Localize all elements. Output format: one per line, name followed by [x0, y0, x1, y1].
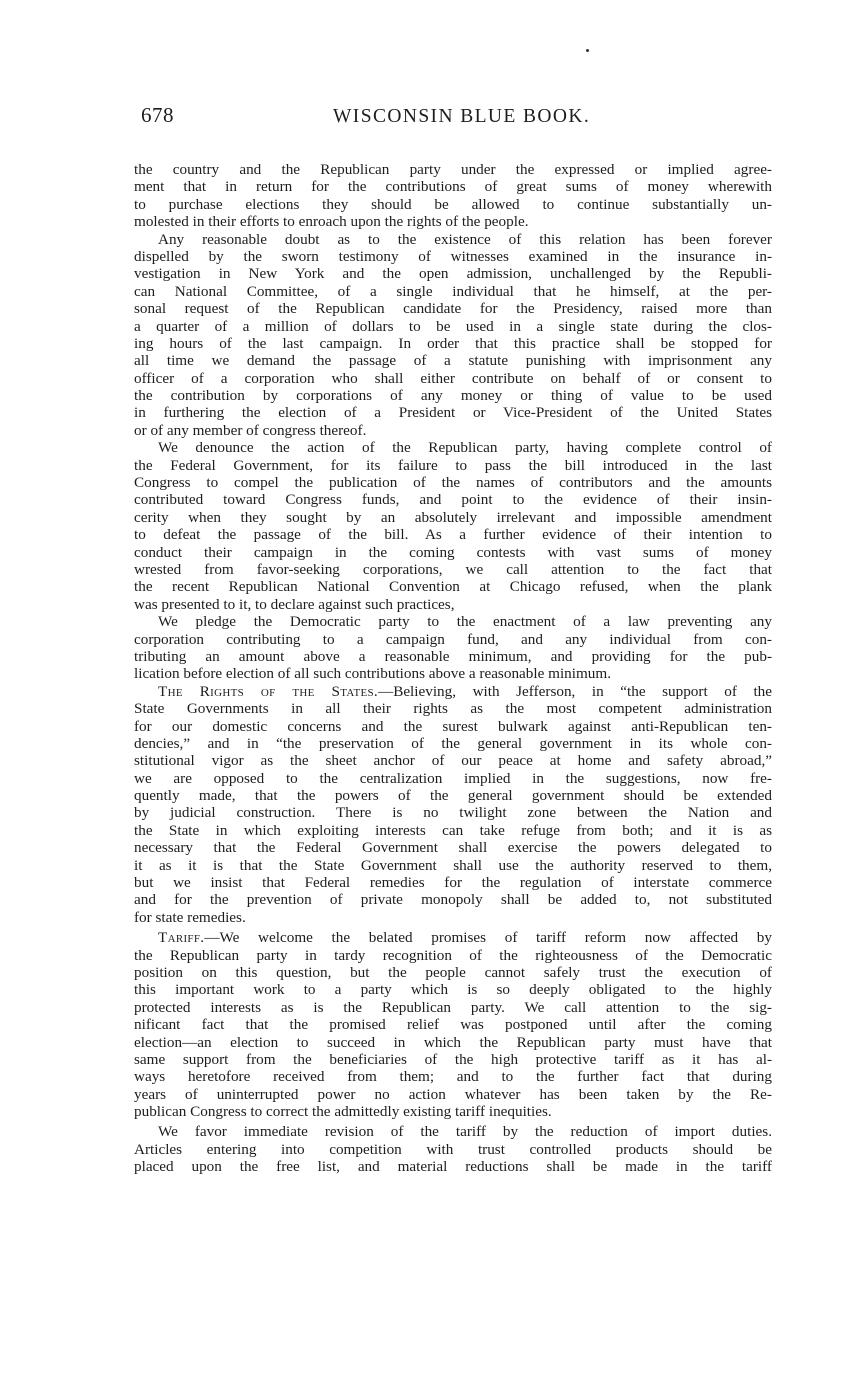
- text-line: nificant fact that the promised relief was postponed until after the coming: [134, 1016, 772, 1034]
- text-line: by judicial construction. There is no twilight zone between the Nation and: [134, 804, 772, 822]
- text-line: corporation contributing to a campaign fund, and any individual from con-: [134, 630, 772, 648]
- text-line: State Governments in all their rights as the most competent administration: [134, 700, 772, 718]
- text-line: tributing an amount above a reasonable minimum, and providing for the pub-: [134, 647, 772, 665]
- paragraph: [134, 683, 772, 926]
- text-fragment: —Believing, with Jefferson, in “the support of the: [378, 682, 772, 700]
- text-line: ment that in return for the contributions of great sums of money wherewith: [134, 178, 772, 196]
- text-line: this important work to a party which is so deeply obligated to the highly: [134, 981, 772, 999]
- text-line: ways heretofore received from them; and to the further fact that during: [134, 1068, 772, 1086]
- text-line: cerity when they sought by an absolutely irrelevant and impossible amendment: [134, 508, 772, 526]
- text-line: Any reasonable doubt as to the existence of this relation has been forever: [158, 230, 772, 248]
- text-line: Congress to compel the publication of the names of contributors and the amounts: [134, 474, 772, 492]
- text-line: [134, 683, 772, 700]
- text-line: for state remedies.: [134, 908, 246, 926]
- text-line: position on this question, but the people cannot safely trust the execution of: [134, 963, 772, 981]
- text-line: quently made, that the powers of the general government should be extended: [134, 787, 772, 805]
- paragraph: [134, 231, 772, 440]
- text-line: to purchase elections they should be allowed to continue substantially un-: [134, 195, 772, 213]
- text-line: it as it is that the State Government shall use the authority reserved to them,: [134, 856, 772, 874]
- text-line: [134, 929, 772, 946]
- running-head: WISCONSIN BLUE BOOK.: [333, 106, 591, 127]
- text-line: contributed toward Congress funds, and point to the evidence of their insin-: [134, 491, 772, 509]
- text-line: the recent Republican National Convention at Chicago refused, when the plank: [134, 578, 772, 596]
- scan-speck: [586, 49, 589, 52]
- text-line: a quarter of a million of dollars to be used in a single state during the clos-: [134, 317, 772, 335]
- text-line: stitutional vigor as the sheet anchor of our peace at home and safety abroad,”: [134, 752, 772, 770]
- text-line: officer of a corporation who shall either contribute on behalf of or consent to: [134, 369, 772, 387]
- text-line: to defeat the passage of the bill. As a further evidence of their intention to: [134, 526, 772, 544]
- text-line: same support from the beneficiaries of the high protective tariff as it has al-: [134, 1050, 772, 1068]
- text-line: molested in their efforts to enroach upon the rights of the people.: [134, 213, 529, 231]
- page-number: 678: [141, 103, 174, 127]
- text-line: ing hours of the last campaign. In order that this practice shall be stopped for: [134, 334, 772, 352]
- text-line: and for the prevention of private monopoly shall be added to, not substituted: [134, 891, 772, 909]
- text-line: for our domestic concerns and the surest bulwark against anti-Republican ten-: [134, 717, 772, 735]
- text-line: the State in which exploiting interests can take refuge from both; and it is as: [134, 821, 772, 839]
- text-line: sonal request of the Republican candidate for the Presidency, raised more than: [134, 300, 772, 318]
- text-line: the contribution by corporations of any money or thing of value to be used: [134, 387, 772, 405]
- paragraph: [134, 161, 772, 231]
- text-line: lication before election of all such contributions above a reasonable minimum.: [134, 665, 611, 683]
- text-line: We pledge the Democratic party to the enactment of a law preventing any: [158, 613, 772, 631]
- text-line: years of uninterrupted power no action whatever has been taken by the Re-: [134, 1085, 772, 1103]
- body-text: [134, 161, 772, 1176]
- text-line: placed upon the free list, and material reductions shall be made in the tariff: [134, 1158, 772, 1176]
- text-line: conduct their campaign in the coming contests with vast sums of money: [134, 543, 772, 561]
- text-line: but we insist that Federal remedies for the regulation of interstate commerce: [134, 874, 772, 892]
- text-line: vestigation in New York and the open admission, unchallenged by the Republi-: [134, 265, 772, 283]
- text-line: in furthering the election of a President or Vice-President of the United States: [134, 404, 772, 422]
- text-fragment: —We welcome the belated promises of tariff reform now affected by: [204, 929, 772, 947]
- text-line: necessary that the Federal Government shall exercise the powers delegated to: [134, 839, 772, 857]
- text-line: Articles entering into competition with trust controlled products should be: [134, 1140, 772, 1158]
- text-line: publican Congress to correct the admittedly existing tariff inequities.: [134, 1103, 552, 1121]
- paragraph: [134, 613, 772, 683]
- text-line: or of any member of congress thereof.: [134, 421, 367, 439]
- text-line: We denounce the action of the Republican party, having complete control of: [158, 439, 772, 457]
- paragraph: [134, 929, 772, 1120]
- text-line: dispelled by the sworn testimony of witnesses examined in the insurance in-: [134, 247, 772, 265]
- paragraph: [134, 439, 772, 613]
- text-line: we are opposed to the centralization implied in the suggestions, now fre-: [134, 769, 772, 787]
- section-heading: Tariff.: [158, 929, 205, 947]
- paragraph: [134, 1123, 772, 1175]
- text-line: wrested from favor-seeking corporations, we call attention to the fact that: [134, 560, 772, 578]
- text-line: the Republican party in tardy recognition of the righteousness of the Democratic: [134, 946, 772, 964]
- text-line: We favor immediate revision of the tariff by the reduction of import duties.: [158, 1123, 772, 1141]
- text-line: protected interests as is the Republican party. We call attention to the sig-: [134, 998, 772, 1016]
- text-line: all time we demand the passage of a statute punishing with imprisonment any: [134, 352, 772, 370]
- section-heading: The Rights of the States.: [158, 682, 378, 700]
- text-line: can National Committee, of a single individual that he himself, at the per-: [134, 282, 772, 300]
- text-line: election—an election to succeed in which the Republican party must have that: [134, 1033, 772, 1051]
- page-header: [141, 103, 773, 133]
- text-line: the Federal Government, for its failure to pass the bill introduced in the last: [134, 456, 772, 474]
- text-line: dencies,” and in “the preservation of the general government in its whole con-: [134, 734, 772, 752]
- text-line: the country and the Republican party under the expressed or implied agree-: [134, 161, 772, 178]
- text-line: was presented to it, to declare against such practices,: [134, 595, 455, 613]
